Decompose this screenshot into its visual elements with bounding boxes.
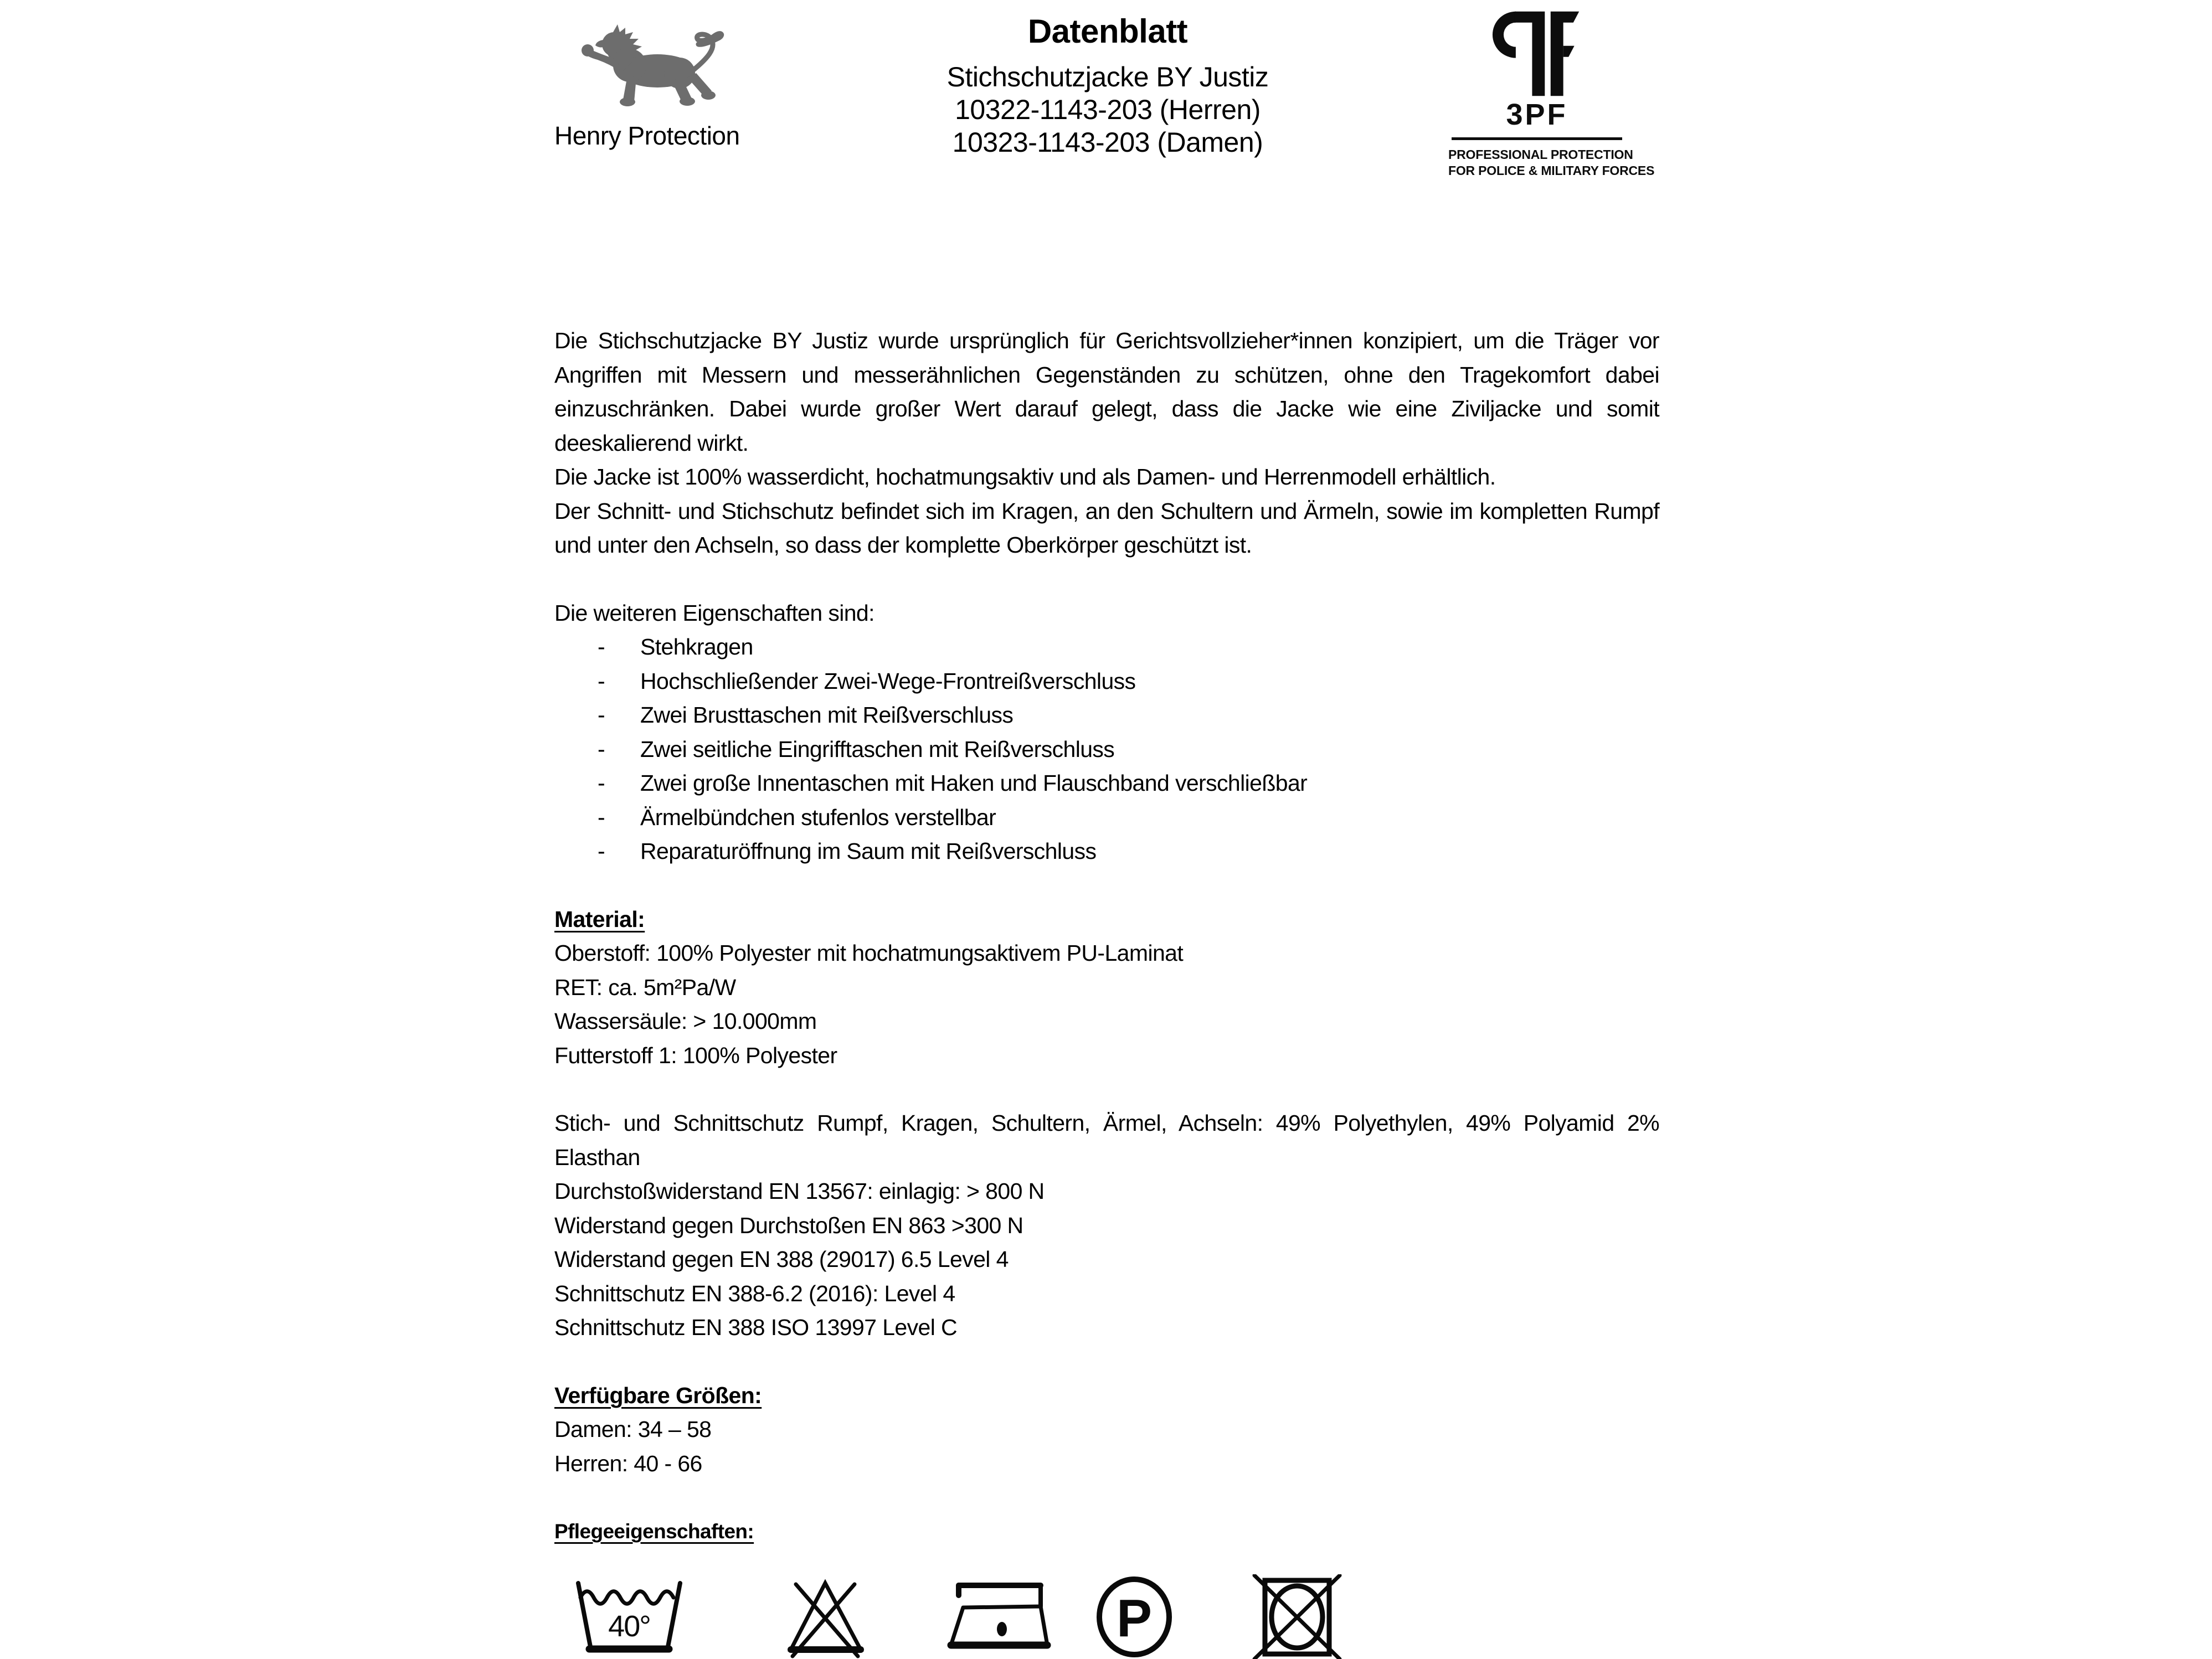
protection-line: Schnittschutz EN 388 ISO 13997 Level C <box>554 1315 958 1340</box>
feature-text: Zwei Brusttaschen mit Reißverschluss <box>640 702 1014 728</box>
bullet-marker: - <box>598 634 605 660</box>
protection-composition: Stich- und Schnittschutz Rumpf, Kragen, Schultern, Ärmel, Achseln: 49% Polyethylen, 49% Polyamid 2% Elasthan <box>554 1110 1659 1170</box>
bullet-marker: - <box>598 702 605 728</box>
henry-protection-lion-icon <box>579 20 729 109</box>
3pf-logo <box>1448 9 1655 179</box>
material-line: Wassersäule: > 10.000mm <box>554 1008 817 1034</box>
feature-text: Stehkragen <box>640 634 753 660</box>
logo-divider <box>1452 137 1622 140</box>
care-symbols-row <box>0 1574 2212 1659</box>
protection-line: Durchstoßwiderstand EN 13567: einlagig: > 800 N <box>554 1178 1045 1204</box>
bullet-marker: - <box>598 838 605 864</box>
dry-clean-p-icon <box>1089 1574 1180 1659</box>
material-line: Futterstoff 1: 100% Polyester <box>554 1042 837 1068</box>
3pf-wordmark: 3PF <box>1506 98 1568 131</box>
sizes-men: Herren: 40 - 66 <box>554 1450 702 1476</box>
care-heading: Pflegeeigenschaften: <box>554 1520 754 1543</box>
bullet-marker: - <box>598 770 605 796</box>
waterproof-line: Die Jacke ist 100% wasserdicht, hochatmungsaktiv und als Damen- und Herrenmodell erhältlich. <box>554 464 1496 490</box>
feature-item <box>554 801 1659 835</box>
bullet-marker: - <box>598 668 605 694</box>
document-body <box>554 324 1659 1549</box>
pf-monogram-icon <box>1448 9 1625 99</box>
feature-text: Zwei seitliche Eingrifftaschen mit Reißverschluss <box>640 736 1115 762</box>
dry-clean-letter: P <box>1116 1589 1153 1648</box>
feature-text: Ärmelbündchen stufenlos verstellbar <box>640 804 996 830</box>
do-not-tumble-dry-icon <box>1250 1574 1344 1659</box>
material-heading: Material: <box>554 906 645 932</box>
feature-item <box>554 733 1659 767</box>
feature-item <box>554 766 1659 801</box>
document-subtitle: Stichschutzjacke BY Justiz <box>946 61 1269 92</box>
bullet-marker: - <box>598 804 605 830</box>
feature-text: Hochschließender Zwei-Wege-Frontreißverschluss <box>640 668 1136 694</box>
protection-line: Widerstand gegen Durchstoßen EN 863 >300 N <box>554 1212 1023 1238</box>
protection-line: Widerstand gegen EN 388 (29017) 6.5 Level 4 <box>554 1246 1009 1272</box>
material-line: RET: ca. 5m²Pa/W <box>554 974 736 1000</box>
feature-text: Reparaturöffnung im Saum mit Reißverschluss <box>640 838 1097 864</box>
feature-item <box>554 834 1659 869</box>
feature-item <box>554 698 1659 733</box>
wash-40-icon <box>568 1574 690 1658</box>
title-block <box>803 12 1412 159</box>
intro-paragraph: Die Stichschutzjacke BY Justiz wurde ursprünglich für Gerichtsvollzieher*innen konzipiert, um die Träger vor Angriffen mit Messern und messerähnlichen Gegenständen zu schützen, ohne den Tragekomfort dabei einzuschränken. Dabei wurde großer Wert darauf gelegt, dass die Jacke wie eine Ziviljacke und somit deeskalierend wirkt. <box>554 328 1659 456</box>
article-number-men: 10322-1143-203 (Herren) <box>955 94 1261 125</box>
feature-text: Zwei große Innentaschen mit Haken und Flauschband verschließbar <box>640 770 1308 796</box>
document-title: Datenblatt <box>1027 13 1188 50</box>
material-line: Oberstoff: 100% Polyester mit hochatmungsaktivem PU-Laminat <box>554 940 1184 966</box>
3pf-tagline-line2: FOR POLICE & MILITARY FORCES <box>1448 163 1655 178</box>
protection-location-paragraph: Der Schnitt- und Stichschutz befindet sich im Kragen, an den Schultern und Ärmeln, sowie im kompletten Rumpf und unter den Achseln, so dass der komplette Oberkörper geschützt ist. <box>554 498 1659 558</box>
do-not-bleach-icon <box>774 1574 876 1658</box>
article-number-women: 10323-1143-203 (Damen) <box>952 127 1263 158</box>
feature-item <box>554 664 1659 699</box>
iron-one-dot-icon <box>938 1574 1059 1658</box>
sizes-heading: Verfügbare Größen: <box>554 1382 762 1408</box>
bullet-marker: - <box>598 736 605 762</box>
protection-line: Schnittschutz EN 388-6.2 (2016): Level 4 <box>554 1280 955 1306</box>
feature-item <box>554 630 1659 664</box>
brand-name: Henry Protection <box>554 121 740 150</box>
wash-temperature-label: 40° <box>608 1610 650 1643</box>
features-intro: Die weiteren Eigenschaften sind: <box>554 600 874 626</box>
3pf-tagline-line1: PROFESSIONAL PROTECTION <box>1448 147 1633 162</box>
sizes-women: Damen: 34 – 58 <box>554 1416 712 1442</box>
